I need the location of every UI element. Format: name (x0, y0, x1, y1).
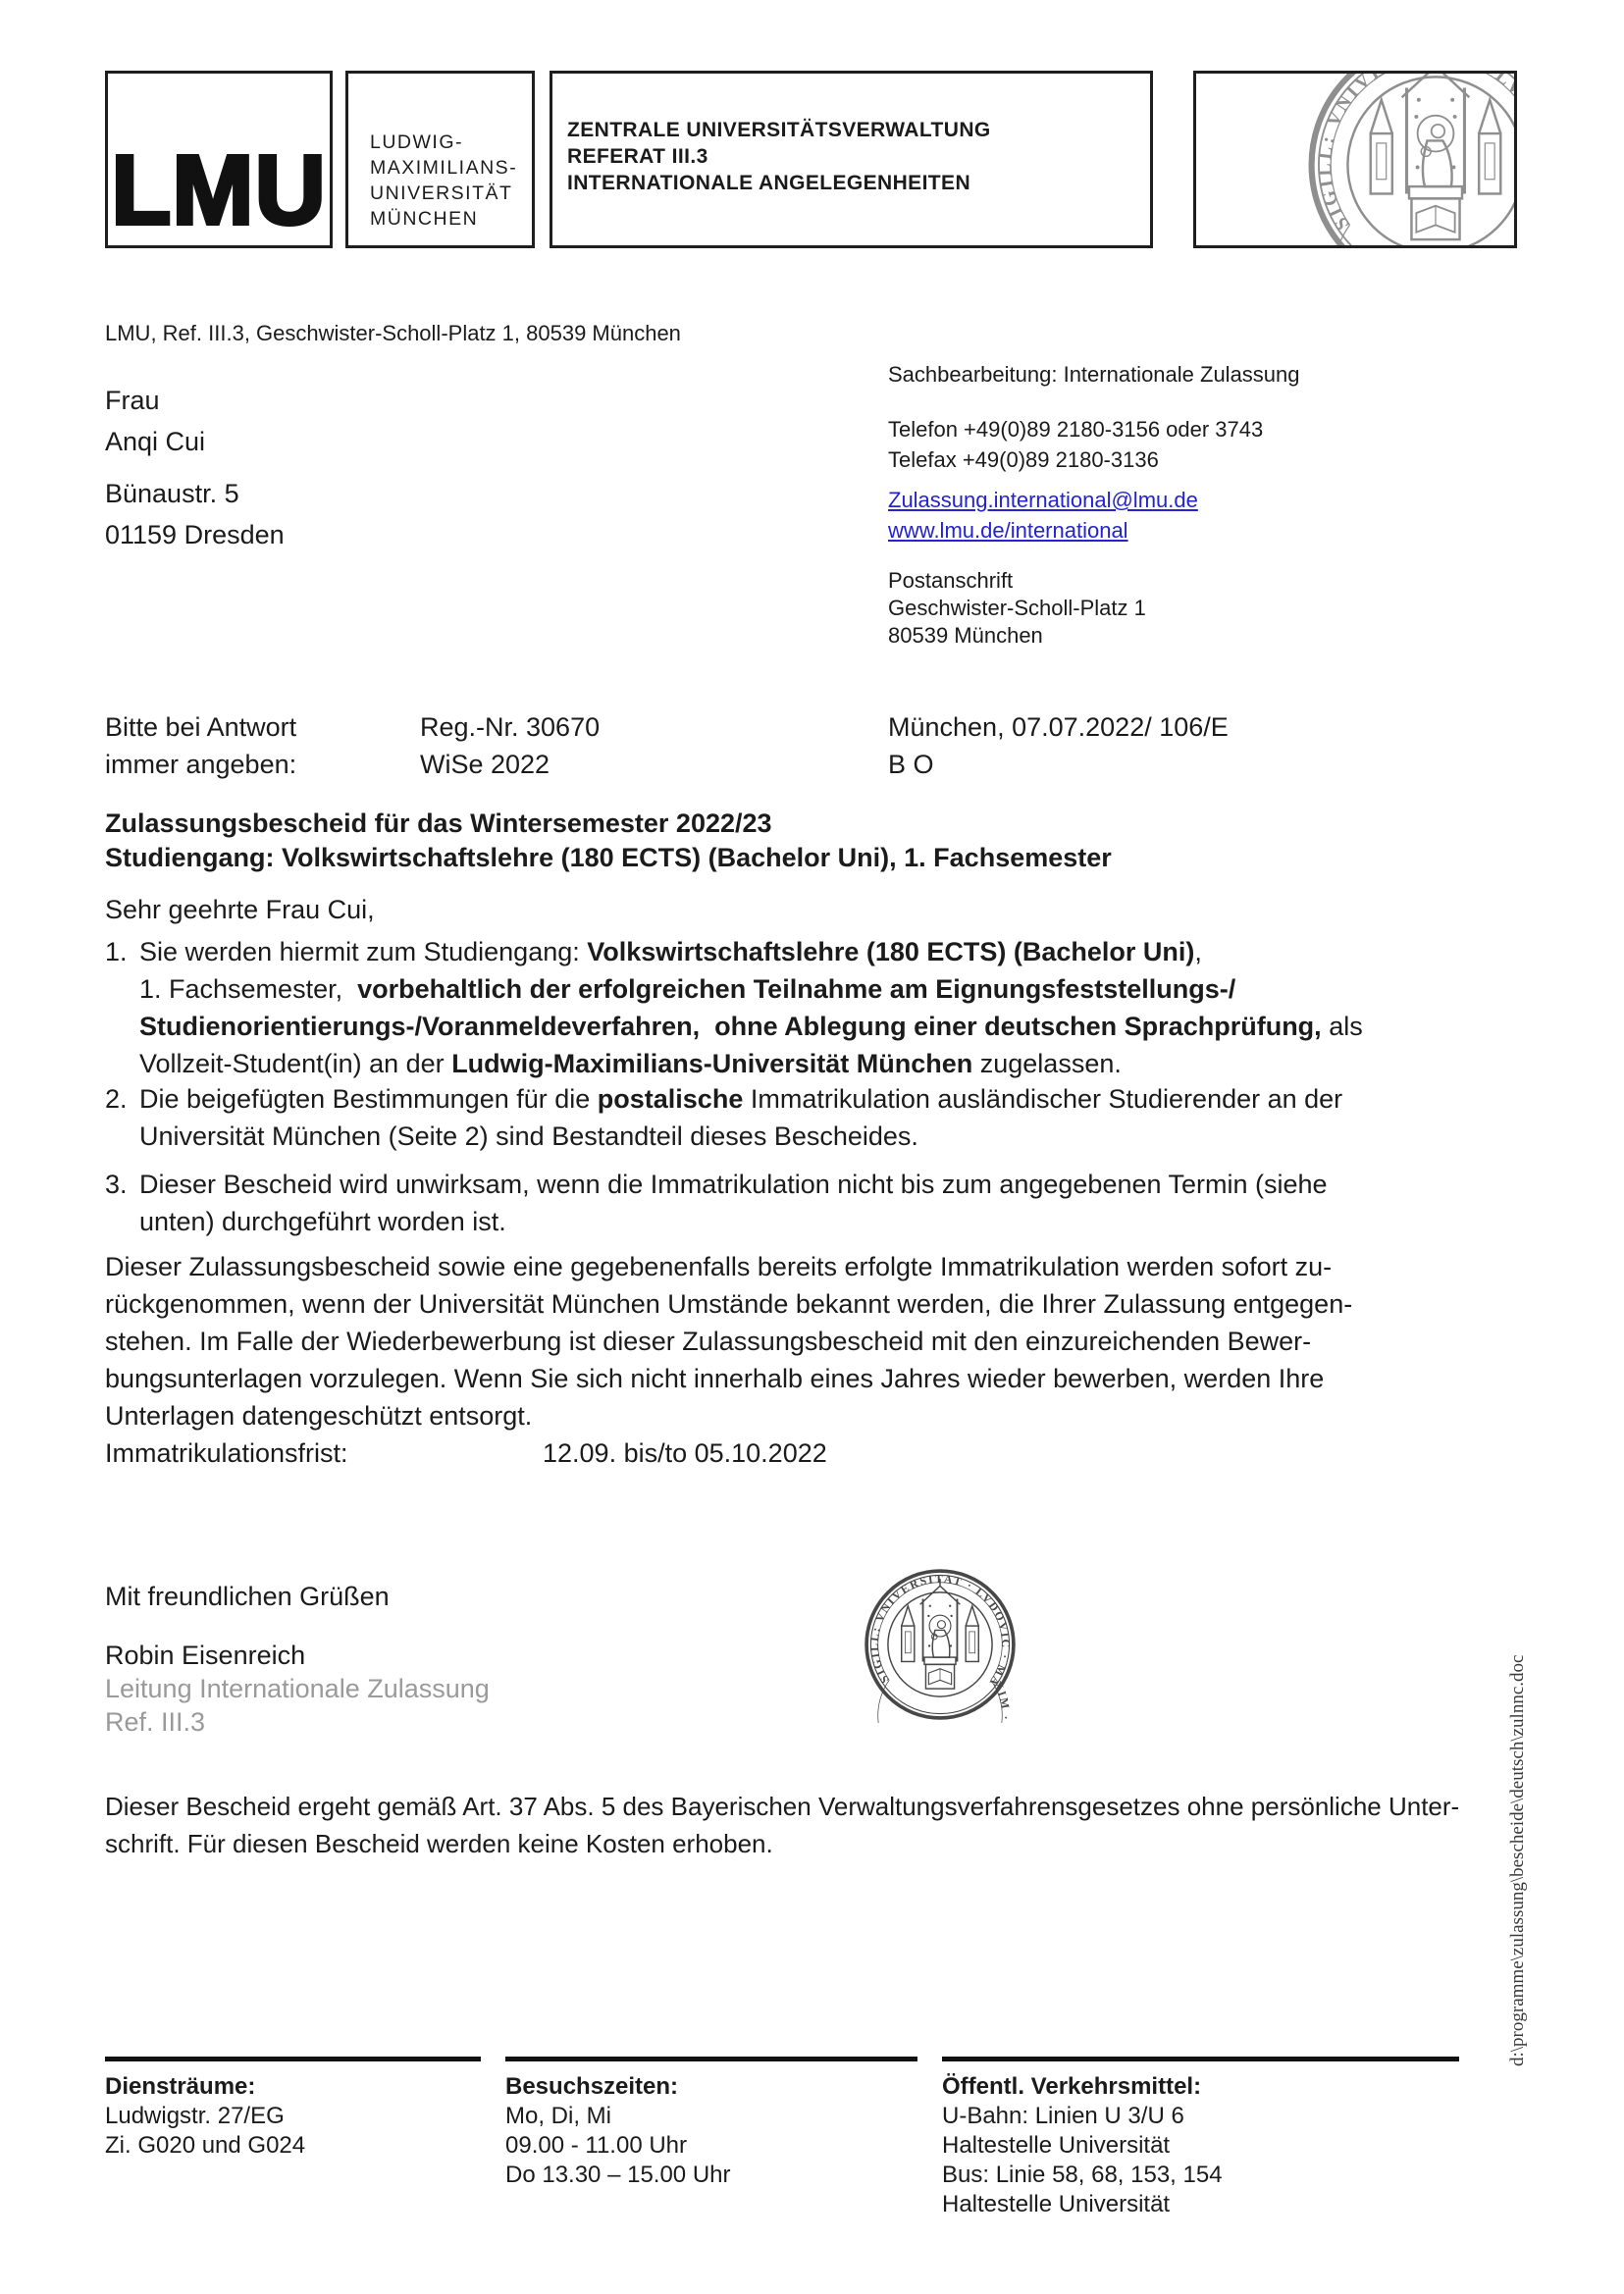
contact-phone: Telefon +49(0)89 2180-3156 oder 3743 (888, 417, 1264, 442)
postal-street: Geschwister-Scholl-Platz 1 (888, 596, 1146, 620)
deadline-value: 12.09. bis/to 05.10.2022 (543, 1438, 827, 1468)
recipient-city: 01159 Dresden (105, 520, 285, 549)
list-item-3: Dieser Bescheid wird unwirksam, wenn die Immatrikulation nicht bis zum angegebenen Termin (siehe unten) durchgeführt worden ist. (139, 1170, 1328, 1236)
document-file-path: d:\programme\zulassung\bescheide\deutsch\zulnnc.doc (1507, 1654, 1528, 2066)
list-item-1: Sie werden hiermit zum Studiengang: Volkswirtschaftslehre (180 ECTS) (Bachelor Uni), 1. Fachsemester, vorbehaltlich der erfolgreichen Teilnahme am Eignungsfeststellungs-/ Studienorientierungs-/Voranmeldeverfahren, ohne Ablegung einer deutschen Sprachprüfung, als Vollzeit-Student(in) an der Ludwig-Maximilians-Universität München zugelassen. (139, 937, 1363, 1078)
lmu-logo: LMU (111, 135, 327, 245)
signature-seal-icon (862, 1566, 1019, 1723)
footer-title: Öffentl. Verkehrsmittel: (942, 2073, 1202, 2100)
legal-note: Dieser Bescheid ergeht gemäß Art. 37 Abs. 5 des Bayerischen Verwaltungsverfahrensgesetzes ohne persönliche Unter- schrift. Für diesen Bescheid werden keine Kosten erhoben. (105, 1792, 1460, 1858)
reference-number: Reg.-Nr. 30670 WiSe 2022 (420, 712, 601, 779)
footer-column-transit (942, 2057, 1459, 2219)
signer-role: Leitung Internationale Zulassung (105, 1674, 490, 1703)
postal-label: Postanschrift (888, 568, 1014, 593)
footer-title: Diensträume: (105, 2073, 256, 2100)
footer-column-offices (105, 2057, 481, 2161)
lmu-logo-box (105, 71, 333, 248)
university-name-box (345, 71, 535, 248)
contact-email-link[interactable]: Zulassung.international@lmu.de (888, 488, 1198, 512)
department-name: ZENTRALE UNIVERSITÄTSVERWALTUNG REFERAT III.3 INTERNATIONALE ANGELEGENHEITEN (567, 119, 991, 194)
recipient-street: Bünaustr. 5 (105, 479, 239, 508)
footer-rule (105, 2057, 481, 2061)
subject: Zulassungsbescheid für das Wintersemester 2022/23 Studiengang: Volkswirtschaftslehre (180 ECTS) (Bachelor Uni), 1. Fachsemester (105, 808, 1112, 872)
reference-note: Bitte bei Antwort immer angeben: (105, 712, 297, 779)
university-name: LUDWIG- MAXIMILIANS- UNIVERSITÄT MÜNCHEN (370, 131, 518, 230)
salutation: Sehr geehrte Frau Cui, (105, 895, 375, 924)
recipient-name: Anqi Cui (105, 427, 206, 456)
list-item-number: 3. (105, 1170, 128, 1199)
postal-city: 80539 München (888, 623, 1043, 648)
footer-title: Besuchszeiten: (505, 2073, 679, 2100)
seal-ring-text: SIGILL: VNIVERSITAT · LVDOVIC · MAXIM · (1315, 44, 1556, 295)
footer-lines: U-Bahn: Linien U 3/U 6 Haltestelle Universität Bus: Linie 58, 68, 153, 154 Haltestelle Universität (942, 2103, 1223, 2217)
list-item-2: Die beigefügten Bestimmungen für die postalische Immatrikulation ausländischer Studierender an der Universität München (Seite 2) sind Bestandteil dieses Bescheides. (139, 1084, 1343, 1151)
footer-rule (942, 2057, 1459, 2061)
contact-fax: Telefax +49(0)89 2180-3136 (888, 447, 1159, 472)
reference-date: München, 07.07.2022/ 106/E B O (888, 712, 1229, 779)
footer-lines: Mo, Di, Mi 09.00 - 11.00 Uhr Do 13.30 – 15.00 Uhr (505, 2103, 731, 2188)
sender-line: LMU, Ref. III.3, Geschwister-Scholl-Platz 1, 80539 München (105, 321, 681, 345)
deadline-label: Immatrikulationsfrist: (105, 1438, 348, 1468)
signer-unit: Ref. III.3 (105, 1707, 206, 1737)
revocation-paragraph: Dieser Zulassungsbescheid sowie eine gegebenenfalls bereits erfolgte Immatrikulation werden sofort zu- rückgenommen, wenn der Universität München Umstände bekannt werden, die Ihrer Zulassung entgegen- stehen. Im Falle der Wiederbewerbung ist dieser Zulassungsbescheid mit den einzureichenden Bewer- bungsunterlagen vorzulegen. Wenn Sie sich nicht innerhalb eines Jahres wieder bewerben, werden Ihre Unterlagen datengeschützt entsorgt. (105, 1252, 1353, 1431)
contact-clerk: Sachbearbeitung: Internationale Zulassung (888, 362, 1300, 387)
footer-lines: Ludwigstr. 27/EG Zi. G020 und G024 (105, 2103, 306, 2159)
university-seal-icon (1303, 44, 1556, 295)
footer-column-hours (505, 2057, 917, 2190)
department-box (550, 71, 1153, 248)
list-item-number: 2. (105, 1084, 128, 1114)
footer-rule (505, 2057, 917, 2061)
contact-website-link[interactable]: www.lmu.de/international (888, 518, 1128, 543)
header-seal-box (1193, 44, 1556, 295)
signer-name: Robin Eisenreich (105, 1641, 306, 1670)
seal-ring-text: SIGILL: VNIVERSITAT · LVDOVIC · MAXIM · (867, 1572, 1013, 1722)
list-item-number: 1. (105, 937, 128, 966)
recipient-salutation: Frau (105, 386, 160, 415)
closing-regards: Mit freundlichen Grüßen (105, 1582, 390, 1611)
